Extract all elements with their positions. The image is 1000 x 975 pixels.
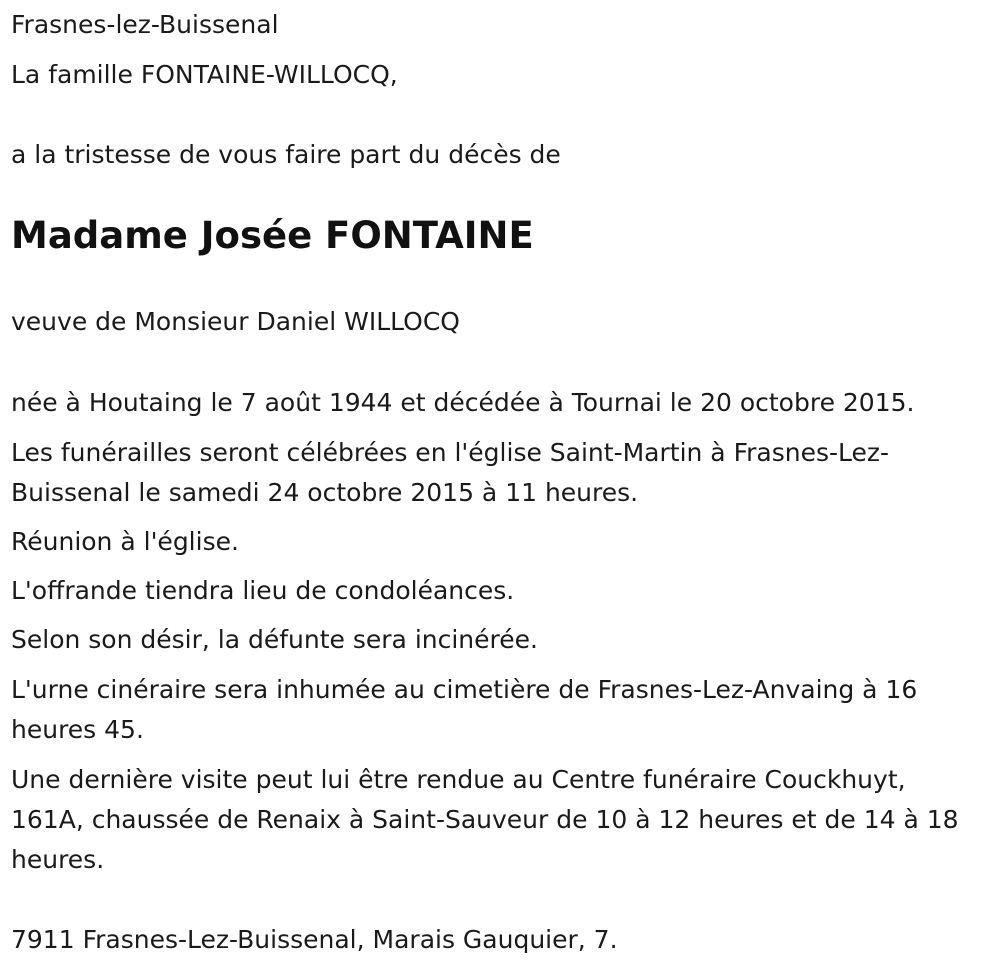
address-line: 7911 Frasnes-Lez-Buissenal, Marais Gauquier, 7. bbox=[11, 925, 618, 954]
urn-paragraph: L'urne cinéraire sera inhumée au cimetière de Frasnes-Lez-Anvaing à 16 heures 45. bbox=[11, 675, 918, 744]
announcement-line: a la tristesse de vous faire part du décès de bbox=[11, 140, 561, 169]
deceased-name: Madame Josée FONTAINE bbox=[11, 214, 534, 257]
widow-of-line: veuve de Monsieur Daniel WILLOCQ bbox=[11, 307, 460, 336]
location-line: Frasnes-lez-Buissenal bbox=[11, 10, 279, 39]
offering-line: L'offrande tiendra lieu de condoléances. bbox=[11, 576, 515, 605]
wish-line: Selon son désir, la défunte sera incinérée. bbox=[11, 625, 538, 654]
birth-death-line: née à Houtaing le 7 août 1944 et décédée à Tournai le 20 octobre 2015. bbox=[11, 388, 915, 417]
meeting-line: Réunion à l'église. bbox=[11, 527, 239, 556]
funeral-paragraph: Les funérailles seront célébrées en l'église Saint-Martin à Frasnes-Lez-Buissenal le samedi 24 octobre 2015 à 11 heures. bbox=[11, 438, 890, 507]
visit-paragraph: Une dernière visite peut lui être rendue au Centre funéraire Couckhuyt, 161A, chaussée de Renaix à Saint-Sauveur de 10 à 12 heures et de 14 à 18 heures. bbox=[11, 765, 959, 874]
family-line: La famille FONTAINE-WILLOCQ, bbox=[11, 60, 398, 89]
